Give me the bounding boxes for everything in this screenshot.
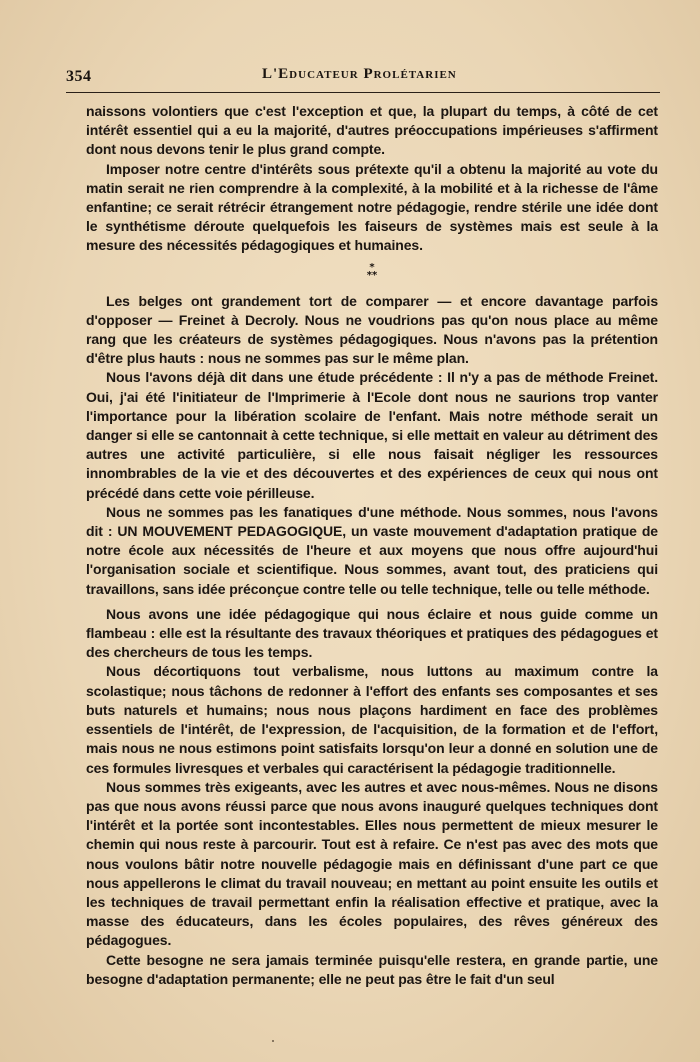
paragraph-4: Nous l'avons déjà dit dans une étude précédente : Il n'y a pas de méthode Freinet. Oui, j'ai été l'initiateur de l'Imprimerie à l'Ecole dont nous ne saurions trop vanter l'importance pour la libération scolaire de l'enfant. Mais notre méthode serait un danger si elle se cantonnait à cette technique, si elle mettait en valeur au détriment des autres une activité particulière, si elle nous faisait négliger les ressources innombrables de la vie et des découvertes et des expériences de ceux qui nous ont précédé dans cette voie périlleuse. [86,369,658,501]
asterism-bottom: ** [366,269,378,281]
page-number: 354 [66,68,92,85]
body-text [86,102,658,989]
paragraph-5: Nous ne sommes pas les fanatiques d'une méthode. Nous sommes, nous l'avons dit : UN MOUVEMENT PEDAGOGIQUE, un vaste mouvement d'adaptation pratique de notre école aux nécessités de l'heure et aux moyens que nous offre aujourd'hui l'organisation sociale et scientifique. Nous sommes, avant tout, des praticiens qui travaillons, sans idée préconçue contre telle ou telle technique, telle ou telle méthode. [86,503,658,597]
page-header [66,60,660,93]
section-asterism [86,261,658,281]
paragraph-8: Nous sommes très exigeants, avec les autres et avec nous-mêmes. Nous ne disons pas que nous avons réussi parce que nous avons inauguré quelques techniques dont l'intérêt et la portée sont incontestables. Elles nous permettent de mieux mesurer le chemin qui nous reste à parcourir. Tout est à refaire. Ce n'est pas avec des mots que nous voulons bâtir notre nouvelle pédagogie mais en définissant d'une part ce que nous appellerons le climat du travail nouveau; en mettant au point ensuite les outils et les techniques de travail permettant enfin la réalisation effective et pratique, avec la masse des éducateurs, dans les écoles populaires, des rêves généreux des pédagogues. [86,778,658,949]
paragraph-9: Cette besogne ne sera jamais terminée puisqu'elle restera, en grande partie, une besogne d'adaptation permanente; elle ne peut pas être le fait d'un seul [86,951,658,987]
running-title: L'Educateur Prolétarien [262,66,457,82]
asterism-top: * [369,261,375,273]
paragraph-6: Nous avons une idée pédagogique qui nous éclaire et nous guide comme un flambeau : elle est la résultante des travaux théoriques et pratiques des pédagogues et des chercheurs de tous les temps. [86,605,658,661]
paragraph-3: Les belges ont grandement tort de comparer — et encore davantage parfois d'opposer — Freinet à Decroly. Nous ne voudrions pas qu'on nous place au même rang que les créateurs de systèmes pédagogiques. Nous n'avons pas la prétention d'être plus hauts : nous ne sommes pas sur le même plan. [86,292,658,367]
paragraph-1: naissons volontiers que c'est l'exception et que, la plupart du temps, à côté de cet intérêt essentiel qui a eu la majorité, d'autres préoccupations impérieuses s'affirment dont nous devons tenir le plus grand compte. [86,103,658,158]
paragraph-2: Imposer notre centre d'intérêts sous prétexte qu'il a obtenu la majorité au vote du matin serait ne rien comprendre à la complexité, à la mobilité et à la richesse de l'âme enfantine; ce serait rétrécir étrangement notre pédagogie, rendre stérile une idée dont le synthétisme déroute quelquefois les faiseurs de systèmes mais est seule à la mesure des nécessités pédagogiques et humaines. [86,160,658,254]
paragraph-7: Nous décortiquons tout verbalisme, nous luttons au maximum contre la scolastique; nous tâchons de redonner à l'effort des enfants ses composantes et ses buts naturels et humains; nous nous plaçons hardiment en face des problèmes essentiels de l'intérêt, de l'expression, de l'acquisition, de la formation et de l'effort, mais nous ne nous estimons point satisfaits lorsqu'on leur a donné en solution une de ces formules livresques et verbales qui caractérisent la pédagogie traditionnelle. [86,663,658,776]
print-speck [272,1040,274,1042]
